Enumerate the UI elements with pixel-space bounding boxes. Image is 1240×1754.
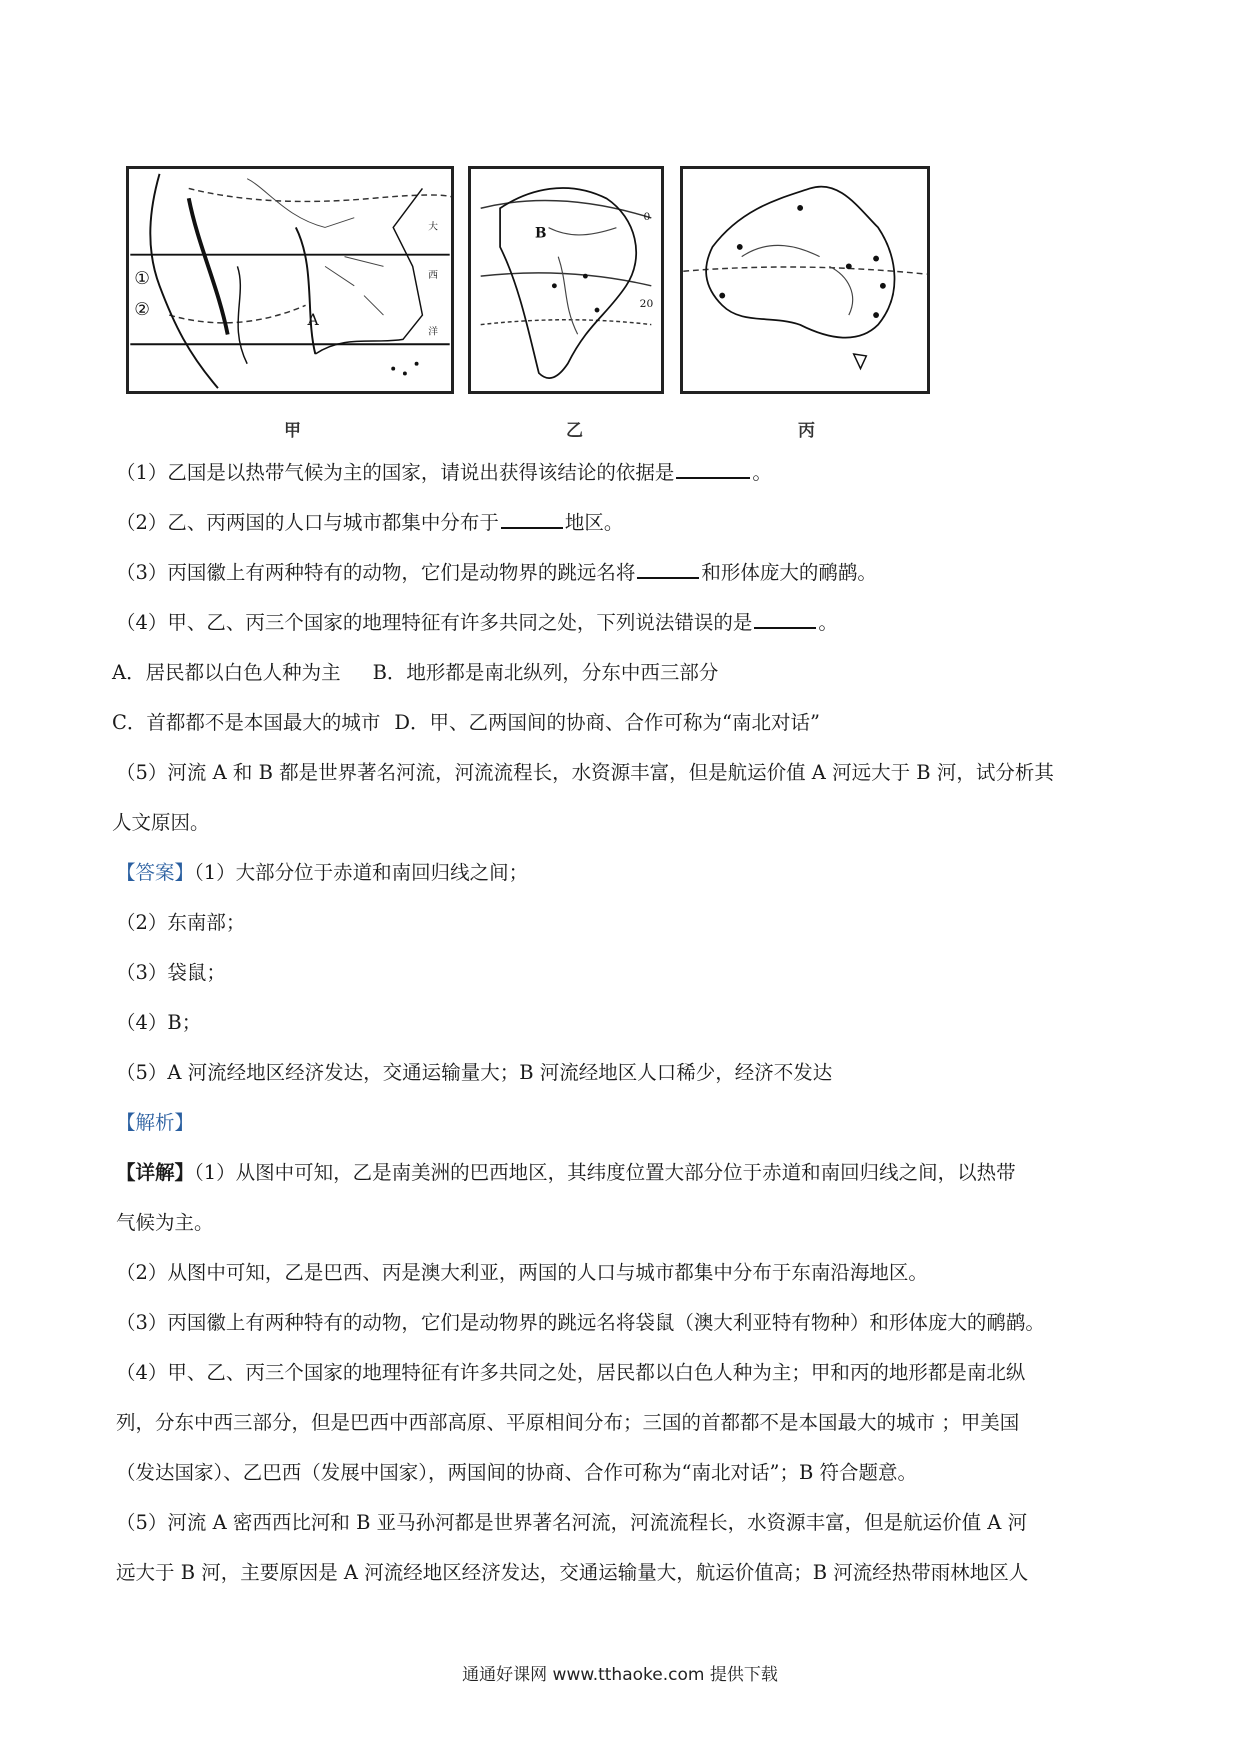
detail-tag: 【详解】 <box>116 1161 195 1184</box>
detail-4-line-1: （4）甲、乙、丙三个国家的地理特征有许多共同之处，居民都以白色人种为主；甲和丙的地形都是南北纵 <box>116 1361 1026 1384</box>
option-c: C．首都都不是本国最大的城市 <box>112 711 381 734</box>
question-4-end: 。 <box>818 611 838 634</box>
map-jia-caption: 甲 <box>284 421 301 441</box>
question-5-line-2: 人文原因。 <box>112 811 210 834</box>
question-1-blank <box>676 457 750 479</box>
map-jia-ocean-2: 西 <box>428 270 438 282</box>
option-a: A．居民都以白色人种为主 <box>112 661 341 684</box>
question-2-end: 地区。 <box>564 511 624 534</box>
answer-tag: 【答案】 <box>116 861 195 884</box>
map-jia <box>126 166 454 394</box>
map-yi-caption: 乙 <box>566 421 583 441</box>
option-d: D．甲、乙两国间的协商、合作可称为“南北对话” <box>394 711 820 734</box>
map-jia-label-a: A <box>307 310 319 329</box>
question-1-text: （1）乙国是以热带气候为主的国家，请说出获得该结论的依据是 <box>116 461 675 484</box>
answer-1 <box>116 848 1136 898</box>
map-jia-ocean-3: 洋 <box>428 326 438 338</box>
options-ab <box>112 648 1136 698</box>
answer-4: （4）B； <box>116 1011 202 1034</box>
question-4 <box>116 598 1136 648</box>
question-5-line-1: （5）河流 A 和 B 都是世界著名河流，河流流程长，水资源丰富，但是航运价值 A 河远大于 B 河，试分析其 <box>116 761 1054 784</box>
question-3-text: （3）丙国徽上有两种特有的动物，它们是动物界的跳远名将 <box>116 561 636 584</box>
answer-2: （2）东南部； <box>116 911 246 934</box>
map-yi-label-zero: 0 <box>643 209 651 223</box>
question-1-end: 。 <box>752 461 772 484</box>
map-bing-caption: 丙 <box>798 421 815 441</box>
map-jia-ocean-1: 大 <box>428 221 438 233</box>
question-3-end: 和形体庞大的鸸鹋。 <box>701 561 877 584</box>
question-1 <box>116 448 1136 498</box>
detail-5-line-2: 远大于 B 河，主要原因是 A 河流经地区经济发达，交通运输量大，航运价值高；B 河流经热带雨林地区人 <box>116 1561 1029 1584</box>
answer-1-text: （1）大部分位于赤道和南回归线之间； <box>194 861 529 884</box>
options-cd <box>112 698 1136 748</box>
option-b: B．地形都是南北纵列，分东中西三部分 <box>372 661 719 684</box>
question-3 <box>116 548 1136 598</box>
analysis-tag-text: 【解析】 <box>116 1111 195 1134</box>
detail-4-line-2: 列，分东中西三部分，但是巴西中西部高原、平原相间分布；三国的首都都不是本国最大的城市 ；甲美国 <box>116 1411 1020 1434</box>
document-body <box>112 448 1136 1598</box>
detail-3: （3）丙国徽上有两种特有的动物，它们是动物界的跳远名将袋鼠（澳大利亚特有物种）和形体庞大的鸸鹋。 <box>116 1311 1045 1334</box>
detail-1-line-1 <box>116 1148 1136 1198</box>
detail-4-line-3: （发达国家）、乙巴西（发展中国家），两国间的协商、合作可称为“南北对话”；B 符合题意。 <box>116 1461 917 1484</box>
answer-3: （3）袋鼠； <box>116 961 226 984</box>
question-2-text: （2）乙、丙两国的人口与城市都集中分布于 <box>116 511 499 534</box>
map-bing <box>680 166 930 394</box>
map-jia-drawing <box>129 169 451 391</box>
map-yi-drawing <box>471 169 661 391</box>
detail-5-line-1: （5）河流 A 密西西比河和 B 亚马孙河都是世界著名河流，河流流程长，水资源丰富，但是航运价值 A 河 <box>116 1511 1028 1534</box>
map-yi-label-twenty: 20 <box>639 297 654 311</box>
map-jia-label-two: ② <box>134 300 150 321</box>
answer-5: （5）A 河流经地区经济发达，交通运输量大；B 河流经地区人口稀少，经济不发达 <box>116 1061 833 1084</box>
map-yi-label-b: B <box>534 225 547 242</box>
question-4-blank <box>754 607 816 629</box>
detail-1-text: （1）从图中可知，乙是南美洲的巴西地区，其纬度位置大部分位于赤道和南回归线之间，以热带 <box>194 1161 1016 1184</box>
map-jia-label-one: ① <box>134 268 150 289</box>
map-yi <box>468 166 664 394</box>
question-4-text: （4）甲、乙、丙三个国家的地理特征有许多共同之处，下列说法错误的是 <box>116 611 753 634</box>
detail-2: （2）从图中可知，乙是巴西、丙是澳大利亚，两国的人口与城市都集中分布于东南沿海地区。 <box>116 1261 928 1284</box>
question-2 <box>116 498 1136 548</box>
page-footer: 通通好课网 www.tthaoke.com 提供下载 <box>462 1665 778 1685</box>
question-3-blank <box>637 557 699 579</box>
question-2-blank <box>501 507 563 529</box>
analysis-tag <box>116 1098 1136 1148</box>
map-figure <box>126 166 956 446</box>
detail-1-line-2: 气候为主。 <box>116 1211 214 1234</box>
map-bing-drawing <box>683 169 927 391</box>
